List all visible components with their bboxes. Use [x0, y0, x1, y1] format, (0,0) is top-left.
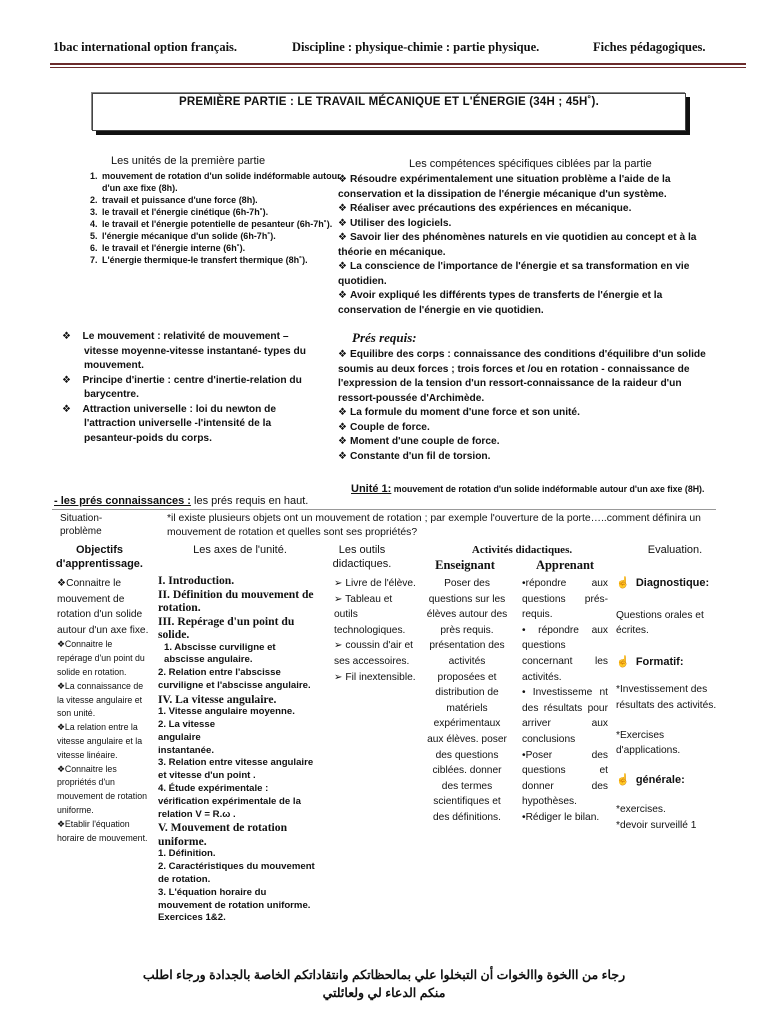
axis-item: 1. Définition.: [158, 848, 216, 860]
apprenant-item: •Rédiger le bilan.: [522, 811, 600, 823]
enseignant-column: Poser des questions sur les élèves autour des près requis. présentation des activités proposées et distribution de matériels expérimentaux aux élèves. poser des questions ciblées. donner des termes scientifiques et des définitions.: [426, 578, 508, 823]
axis-item: I. Introduction.: [158, 574, 235, 587]
col-header-evaluation: Evaluation.: [647, 544, 703, 556]
evaluation-diagnostic-heading: ☝ Diagnostique:: [616, 577, 710, 589]
objectifs-column: [57, 576, 149, 845]
outils-column: [334, 576, 416, 685]
axis-item: 3. Relation entre vitesse angulaire et vitesse d'un point .: [158, 757, 314, 782]
competence-item: ❖ Résoudre expérimentalement une situation problème a l'aide de la conservation et la dissipation de l'énergie mécanique d'un système.: [338, 174, 671, 200]
axis-item: 1. Vitesse angulaire moyenne.: [158, 706, 295, 718]
pres-requis-item: ❖ Equilibre des corps : connaissance des conditions d'équilibre d'un solide soumis au deux forces ; trois forces et /ou en rotation - connaissance de l'expression de la tension d'un ressort-connaissance de la raideur d'un ressort-poussée d'Archimède.: [338, 349, 706, 404]
unit-item: 5. l'énergie mécanique d'un solide (6h-7h˚).: [100, 230, 345, 242]
col-header-objectifs: Objectifs d'apprentissage.: [56, 544, 143, 570]
units-section-title: Les unités de la première partie: [111, 155, 266, 167]
evaluation-generale-text: *exercises.: [616, 804, 666, 816]
competence-item: ❖ Avoir expliqué les différents types de transferts de l'énergie et la conservation de l'énergie en vie quotidien.: [338, 290, 663, 316]
evaluation-generale-heading: ☝ générale:: [616, 773, 685, 786]
axis-item: 2. Caractéristiques du mouvement de rotation.: [158, 861, 315, 885]
unit-item: 2. travail et puissance d'une force (8h).: [100, 194, 345, 206]
evaluation-formatif-text: *Exercises d'applications.: [616, 729, 681, 757]
header-rule-thin: [50, 67, 746, 68]
axis-item: II. Définition du mouvement de rotation.: [158, 587, 314, 614]
unit-heading: [351, 483, 704, 495]
apprenant-column: [522, 576, 608, 826]
evaluation-diagnostic-text: Questions orales et écrites.: [616, 609, 704, 637]
col-header-axes: Les axes de l'unité.: [193, 544, 287, 556]
outil-item: ➢ Tableau et outils technologiques.: [334, 593, 406, 636]
unit-item: 1. mouvement de rotation d'un solide indéformable autour d'un axe fixe (8h).: [100, 170, 345, 194]
col-header-outils: Les outils didactiques.: [332, 544, 392, 570]
pres-requis-item: ❖ La formule du moment d'une force et son unité.: [338, 407, 580, 418]
outil-item: ➢ Fil inextensible.: [334, 671, 416, 683]
axis-item: 3. L'équation horaire du mouvement de rotation uniforme. Exercices 1&2.: [158, 886, 311, 924]
axis-item: 2. La vitesse angulaire instantanée.: [158, 718, 216, 756]
col-header-apprenant: Apprenant: [535, 558, 595, 572]
unit-item: 3. le travail et l'énergie cinétique (6h-7h˚).: [100, 206, 345, 218]
outil-item: ➢ Livre de l'élève.: [334, 578, 416, 589]
unit-item: 7. L'énergie thermique-le transfert thermique (8h˚).: [100, 254, 345, 266]
evaluation-formatif-heading: ☝ Formatif:: [616, 655, 684, 668]
col-header-enseignant: Enseignant: [435, 558, 495, 572]
axes-column: [158, 574, 318, 925]
footer-message-line2: منكم الدعاء لي ولعائلتي: [322, 986, 446, 1000]
objectif-item: ❖Connaitre les propriétés d'un mouvement de rotation uniforme.: [57, 763, 147, 815]
apprenant-item: •répondre aux questions prés-requis.: [522, 578, 608, 621]
footer-message-line1: رجاء من االخوة واالخوات أن التبخلوا علي بمالحظاتكم وانتقاداتكم الخاصة بالجدادة ورجاء اطلب: [142, 968, 626, 982]
pres-requis-item: ❖ Constante d'un fil de torsion.: [338, 450, 491, 462]
evaluation-column: [616, 576, 726, 834]
axis-item: IV. La vitesse angulaire.: [158, 692, 277, 706]
objectif-item: ❖Connaitre le mouvement de rotation d'un solide autour d'un axe fixe.: [57, 578, 149, 636]
prior-topics-list: [62, 330, 312, 446]
unit-description: mouvement de rotation d'un solide indéformable autour d'un axe fixe (8H).: [391, 484, 705, 494]
prior-topic-item: ❖ Principe d'inertie : centre d'inertie-relation du barycentre.: [62, 374, 302, 400]
pointer-icon: ☝: [616, 577, 630, 589]
header-rule: [50, 63, 746, 65]
pres-requis-title: Prés requis:: [352, 330, 417, 345]
outil-item: ➢ coussin d'air et ses accessoires.: [334, 640, 413, 667]
objectif-item: ❖La connaissance de la vitesse angulaire et son unité.: [57, 680, 144, 719]
prior-topic-item: ❖ Le mouvement : relativité de mouvement –vitesse moyenne-vitesse instantané- types du mouvement.: [62, 331, 306, 371]
pointer-icon: ☝: [616, 773, 630, 786]
axis-item: 2. Relation entre l'abscisse curviligne et l'abscisse angulaire.: [158, 667, 311, 691]
pre-knowledge-label: - les prés connaissances :: [54, 495, 191, 507]
pres-requis-item: ❖ Moment d'une couple de force.: [338, 436, 500, 447]
axis-item: V. Mouvement de rotation uniforme.: [158, 821, 288, 848]
objectif-item: ❖La relation entre la vitesse angulaire et la vitesse linéaire.: [57, 722, 143, 760]
pre-knowledge-text: les prés requis en haut.: [190, 495, 309, 507]
competence-item: ❖ Réaliser avec précautions des expériences en mécanique.: [338, 203, 632, 214]
situation-label: Situation- problème: [60, 513, 103, 537]
unit-item: 6. le travail et l'énergie interne (6h˚).: [100, 242, 345, 254]
objectif-item: ❖Etablir l'équation horaire de mouvement.: [57, 818, 148, 843]
units-list: [78, 170, 345, 266]
apprenant-item: • répondre aux questions concernant les activités.: [522, 624, 608, 683]
situation-text: *il existe plusieurs objets ont un mouvement de rotation ; par exemple l'ouverture de la porte…..comment définira un mouvement de rotation et quelles sont ses propriétés?: [167, 513, 701, 538]
col-header-activites: Activités didactiques.: [471, 544, 573, 556]
header-level: 1bac international option français.: [53, 40, 238, 54]
competence-item: ❖ La conscience de l'importance de l'énergie et sa transformation en vie quotidien.: [338, 261, 690, 287]
unit-item: 4. le travail et l'énergie potentielle de pesanteur (6h-7h˚).: [100, 218, 345, 230]
competence-item: ❖ Utiliser des logiciels.: [338, 217, 452, 229]
pointer-icon: ☝: [616, 655, 630, 668]
table-top-rule: [52, 509, 716, 510]
prior-topic-item: ❖ Attraction universelle : loi du newton de l'attraction universelle -l'intensité de la pesanteur-poids du corps.: [62, 403, 277, 444]
part-title-box: [92, 93, 686, 131]
pres-requis-item: ❖ Couple de force.: [338, 421, 430, 433]
header-doc-type: Fiches pédagogiques.: [593, 40, 706, 54]
objectif-item: ❖Connaitre le repérage d'un point du solide en rotation.: [57, 639, 145, 677]
evaluation-generale-text: *devoir surveillé 1: [616, 819, 697, 831]
part-title: PREMIÈRE PARTIE : LE TRAVAIL MÉCANIQUE ET L'ÉNERGIE (34H ; 45H˚).: [179, 96, 599, 108]
competence-item: ❖ Savoir lier des phénomènes naturels en vie quotidien au concept et à la théorie en mécanique.: [338, 232, 697, 258]
apprenant-item: • Investisseme nt des résultats pour arriver aux conclusions: [522, 687, 608, 745]
axis-item: 4. Étude expérimentale : vérification expérimentale de la relation V = R.ω .: [158, 782, 301, 820]
pres-requis-list: [338, 348, 713, 464]
axis-item: 1. Abscisse curviligne et abscisse angulaire.: [164, 641, 276, 666]
axis-item: III. Repérage d'un point du solide.: [158, 614, 295, 641]
competences-title: Les compétences spécifiques ciblées par la partie: [409, 158, 652, 170]
unit-label: Unité 1:: [351, 483, 392, 495]
evaluation-formatif-text: *Investissement des résultats des activités.: [616, 684, 717, 711]
header-discipline: Discipline : physique-chimie : partie physique.: [292, 40, 540, 54]
competences-list: [338, 173, 708, 318]
apprenant-item: •Poser des questions et donner des hypothèses.: [522, 749, 608, 808]
pre-knowledge-line: [54, 495, 308, 507]
